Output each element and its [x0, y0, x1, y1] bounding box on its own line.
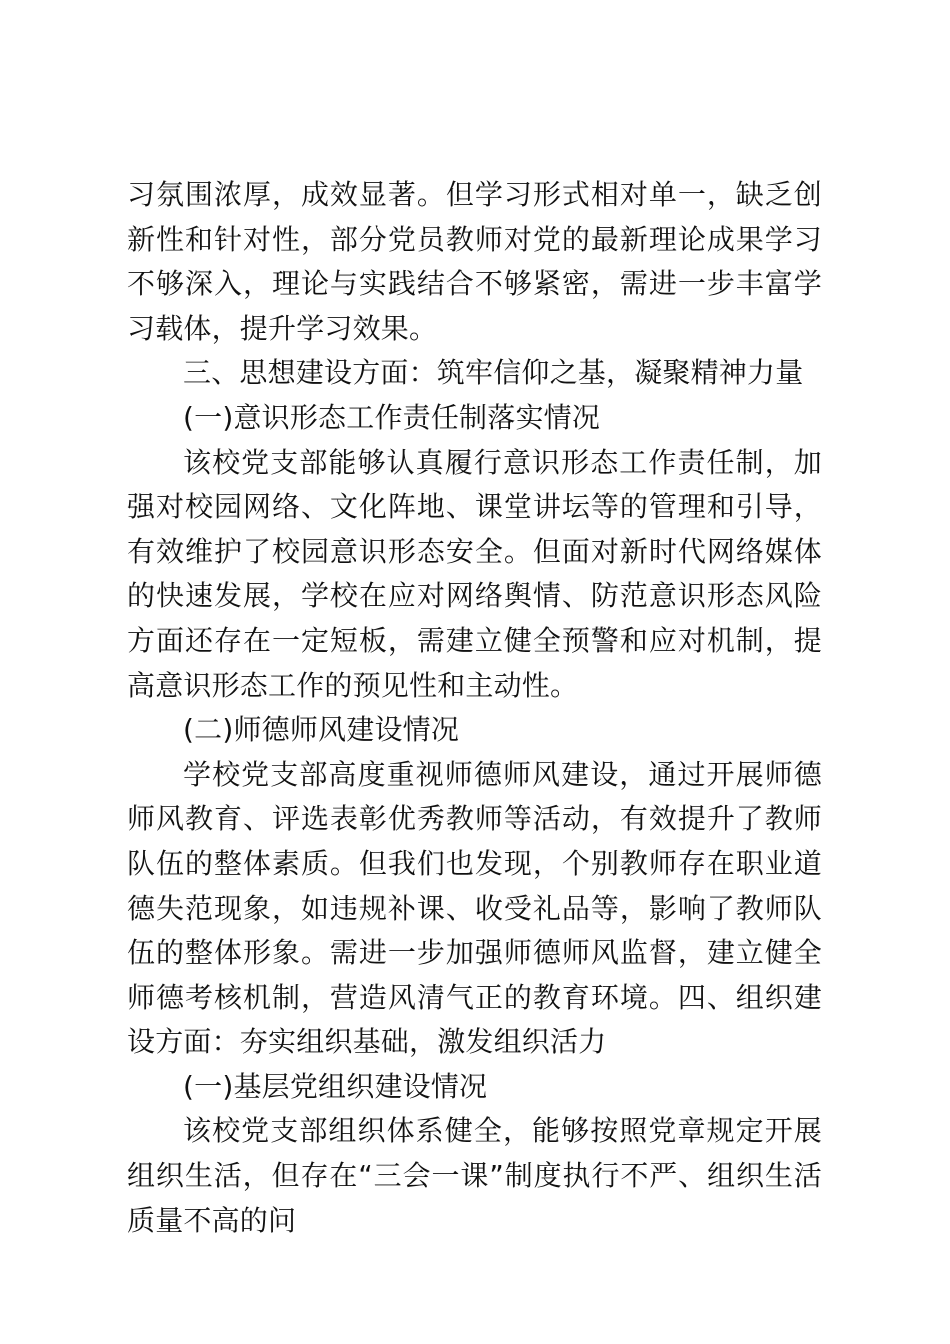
paragraph-ideology-responsibility: 该校党支部能够认真履行意识形态工作责任制，加强对校园网络、文化阵地、课堂讲坛等的管理和引导，有效维护了校园意识形态安全。但面对新时代网络媒体的快速发展，学校在应对网络舆情、防范意识形态风险方面还存在一定短板，需建立健全预警和应对机制，提高意识形态工作的预见性和主动性。: [127, 445, 822, 702]
section-heading-ideology: 三、思想建设方面：筑牢信仰之基，凝聚精神力量: [183, 356, 804, 390]
document-body: [127, 173, 822, 1243]
paragraph-teacher-ethics: 学校党支部高度重视师德师风建设，通过开展师德师风教育、评选表彰优秀教师等活动，有效提升了教师队伍的整体素质。但我们也发现，个别教师存在职业道德失范现象，如违规补课、收受礼品等，影响了教师队伍的整体形象。需进一步加强师德师风监督，建立健全师德考核机制，营造风清气正的教育环境。四、组织建设方面：夯实组织基础，激发组织活力: [127, 757, 822, 1059]
subheading-teacher-ethics: (二)师德师风建设情况: [183, 713, 460, 747]
paragraph-grassroots-organization: 该校党支部组织体系健全，能够按照党章规定开展组织生活，但存在“三会一课”制度执行不严、组织生活质量不高的问: [127, 1114, 822, 1237]
subheading-grassroots-organization: (一)基层党组织建设情况: [183, 1069, 488, 1103]
subheading-ideology-responsibility: (一)意识形态工作责任制落实情况: [183, 400, 601, 434]
paragraph-continuation: 习氛围浓厚，成效显著。但学习形式相对单一，缺乏创新性和针对性，部分党员教师对党的最新理论成果学习不够深入，理论与实践结合不够紧密，需进一步丰富学习载体，提升学习效果。: [127, 178, 822, 345]
